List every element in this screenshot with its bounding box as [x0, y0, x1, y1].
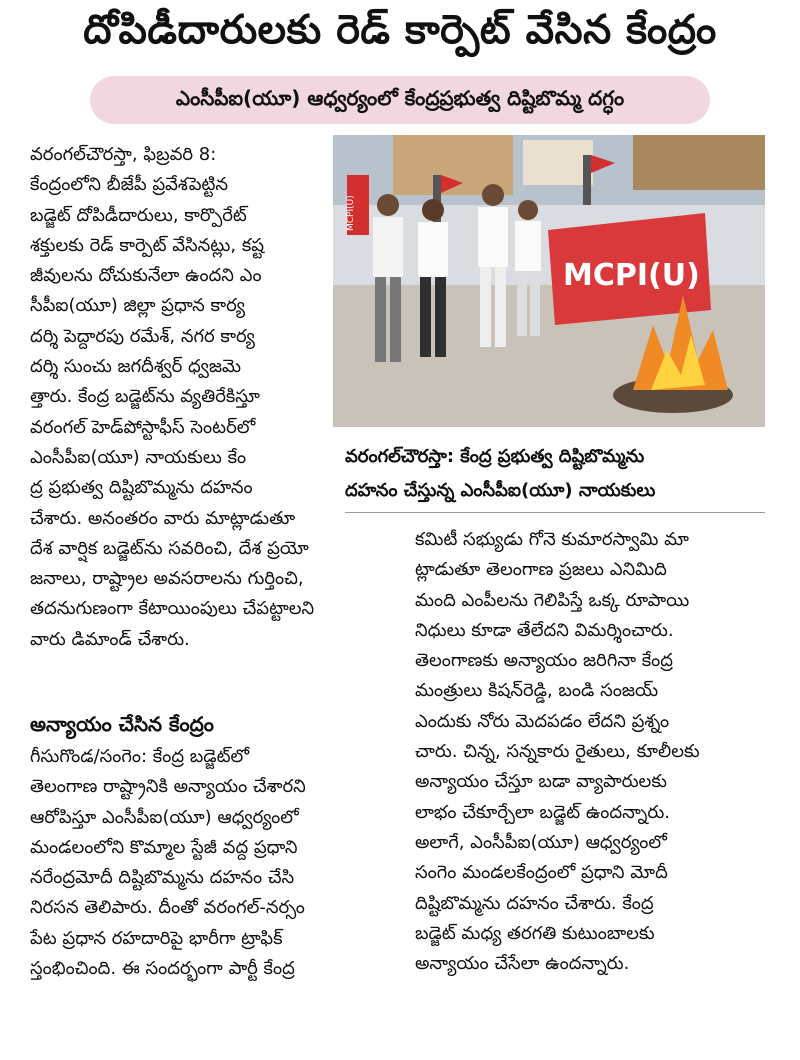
text-line: జీవులను దోచుకునేలా ఉందని ఎం — [30, 265, 262, 287]
text-line: ఎందుకు నోరు మెదపడం లేదని ప్రశ్నం — [415, 710, 670, 732]
text-line: కేంద్రంలోని బీజేపీ ప్రవేశపెట్టిన — [30, 174, 229, 196]
text-line: గీసుగొండ/సంగెం: కేంద్ర బడ్జెట్‌లో — [30, 746, 249, 767]
text-line: నిధులు కూడా తేలేదని విమర్శించారు. — [415, 619, 674, 641]
text-line: మంత్రులు కిషన్‌రెడ్డి, బండి సంజయ్‌ — [415, 680, 659, 702]
subheadline-banner — [90, 76, 710, 124]
text-line: నరేంద్రమోదీ దిష్టిబొమ్మను దహనం చేసి — [30, 867, 295, 889]
text-line: పేట ప్రధాన రహదారిపై భారీగా ట్రాఫిక్‌ — [30, 927, 283, 949]
text-line: నిరసన తెలిపారు. దీంతో వరంగల్‌-నర్సం — [30, 897, 305, 919]
placard-text: MCPI(U) — [346, 195, 356, 231]
text-line: సీపీఐ(యూ) జిల్లా ప్రధాన కార్య — [30, 295, 246, 317]
headline: దోపిడీదారులకు రెడ్‌ కార్పెట్‌ వేసిన కేంద్రం — [83, 7, 717, 53]
text-line: బడ్జెట్‌ మధ్య తరగతి కుటుంబాలకు — [415, 922, 655, 944]
text-line: తెలంగాణకు అన్యాయం జరిగినా కేంద్ర — [415, 650, 674, 672]
text-line: శక్తులకు రెడ్‌ కార్పెట్‌ వేసినట్లు, కష్ట — [30, 234, 265, 256]
text-line: సంగెం మండలకేంద్రంలో ప్రధాని మోదీ — [415, 862, 668, 884]
text-line: మండలంలోని కొమ్మాల స్టేజీ వద్ద ప్రధాని — [30, 836, 298, 858]
text-line: చేశారు. అనంతరం వారు మాట్లాడుతూ — [30, 507, 296, 529]
text-line: అన్యాయం చేసేలా ఉందన్నారు. — [415, 953, 630, 975]
left-bottom-column — [30, 742, 405, 984]
text-line: తెలంగాణ రాష్ట్రానికి అన్యాయం చేశారని — [30, 776, 306, 798]
text-line: మంది ఎంపీలను గెలిపిస్తే ఒక్క రూపాయి — [415, 589, 690, 611]
text-line: ఆరోపిస్తూ ఎంసీపీఐ(యూ) ఆధ్వర్యంలో — [30, 806, 299, 828]
caption-divider — [345, 512, 765, 513]
right-column — [415, 525, 760, 979]
news-photo — [333, 135, 765, 427]
left-column — [30, 140, 330, 655]
text-line: బడ్జెట్‌ దోపిడీదారులు, కార్పొరేట్‌ — [30, 204, 247, 226]
banner-text: MCPI(U) — [563, 258, 700, 293]
caption-line: దహనం చేస్తున్న ఎంసీపీఐ(యూ) నాయకులు — [345, 480, 656, 501]
text-line: స్తంభించింది. ఈ సందర్భంగా పార్టీ కేంద్ర — [30, 958, 295, 980]
text-line: అలాగే, ఎంసీపీఐ(యూ) ఆధ్వర్యంలో — [415, 831, 667, 853]
text-line: ట్లాడుతూ తెలంగాణ ప్రజలు ఎనిమిది — [415, 559, 667, 581]
text-line: ఎంసీపీఐ(యూ) నాయకులు కేం — [30, 446, 247, 468]
text-line: జనాలు, రాష్ట్రాల అవసరాలను గుర్తించి, — [30, 568, 304, 590]
text-line: దేశ వార్షిక బడ్జెట్‌ను సవరించి, దేశ ప్రయో — [30, 537, 309, 559]
text-line: వారు డిమాండ్‌ చేశారు. — [30, 628, 190, 650]
protest-photo-illustration — [333, 135, 765, 427]
text-line: ద్ర ప్రభుత్వ దిష్టిబొమ్మను దహనం — [30, 477, 253, 499]
text-line: దర్శి సుంచు జగదీశ్వర్‌ ధ్వజమె — [30, 356, 242, 378]
text-line: తదనుగుణంగా కేటాయింపులు చేపట్టాలని — [30, 598, 315, 620]
text-line: కమిటీ సభ్యుడు గోనె కుమారస్వామి మా — [415, 529, 689, 550]
text-line: వరంగల్‌ హెడ్‌పోస్టాఫీస్‌ సెంటర్‌లో — [30, 416, 256, 438]
text-line: దర్శి పెద్దారపు రమేశ్‌, నగర కార్య — [30, 325, 255, 347]
caption-line: వరంగల్‌చౌరస్తా: కేంద్ర ప్రభుత్వ దిష్టిబొమ్మను — [345, 446, 645, 467]
text-line: దిష్టిబొమ్మను దహనం చేశారు. కేంద్ర — [415, 892, 654, 914]
sub-heading: అన్యాయం చేసిన కేంద్రం — [30, 712, 214, 736]
text-line: వరంగల్‌చౌరస్తా, ఫిబ్రవరి 8: — [30, 144, 217, 165]
text-line: లాభం చేకూర్చేలా బడ్జెట్‌ ఉందన్నారు. — [415, 801, 671, 823]
text-line: చారు. చిన్న, సన్నకారు రైతులు, కూలీలకు — [415, 741, 700, 763]
photo-caption — [345, 440, 765, 508]
text-line: త్తారు. కేంద్ర బడ్జెట్‌ను వ్యతిరేకిస్తూ — [30, 386, 260, 408]
text-line: అన్యాయం చేస్తూ బడా వ్యాపారులకు — [415, 771, 667, 793]
subheadline: ఎంసీపీఐ(యూ) ఆధ్వర్యంలో కేంద్రప్రభుత్వ దిష్టిబొమ్మ దగ్ధం — [175, 85, 625, 110]
